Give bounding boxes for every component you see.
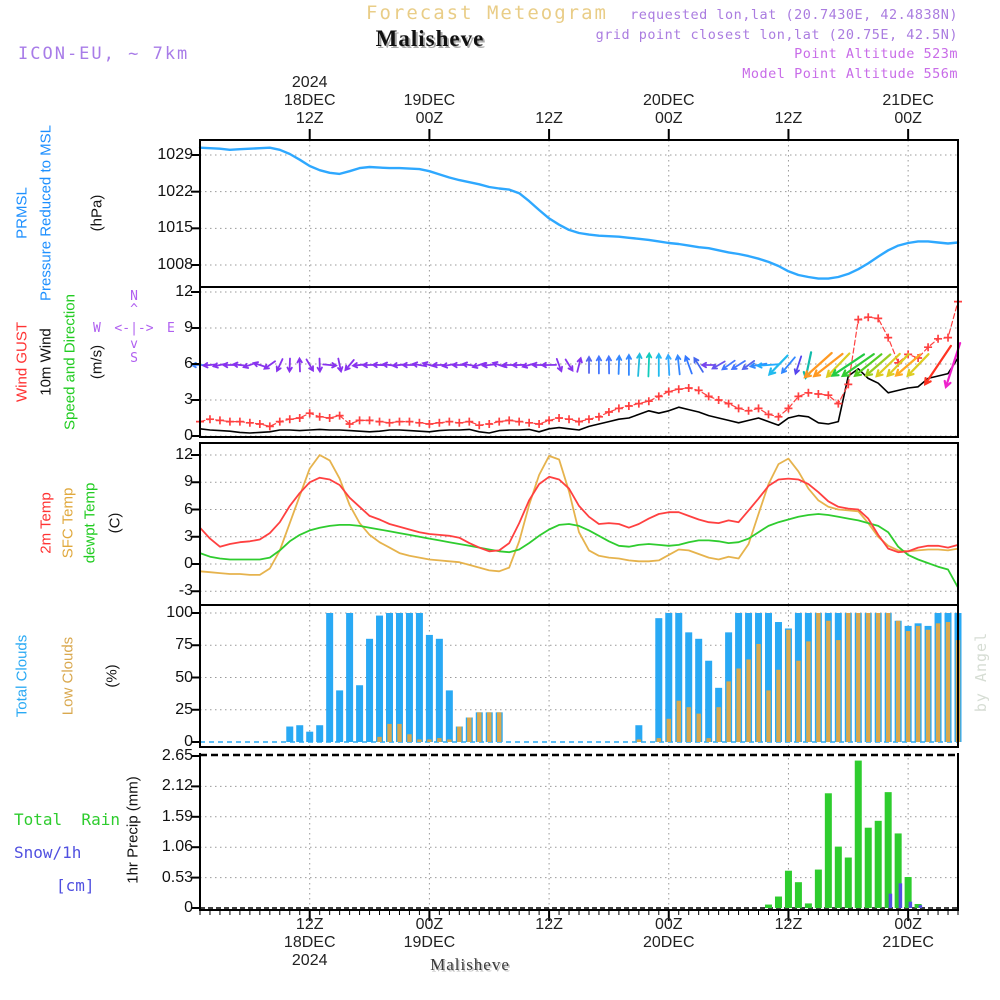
y-tick-label-precip: 2.12 <box>161 777 193 795</box>
x-date-label-top: 20DEC <box>642 92 695 109</box>
rain-label: Total Rain <box>14 810 120 829</box>
temp-panel-frame <box>200 443 958 605</box>
x-tick-label-bottom: 12Z <box>295 916 324 933</box>
precip-panel-frame <box>200 753 958 910</box>
y-tick-label-temp: 6 <box>184 500 193 518</box>
low-clouds-label: Low Clouds <box>59 636 77 716</box>
grid-point-coords: grid point closest lon,lat (20.75E, 42.5N) <box>595 26 958 43</box>
compass-cross-icon: <-|-> <box>114 321 154 336</box>
pressure-label-main: PRMSL <box>13 187 31 239</box>
x-date-label-bottom: 18DEC <box>283 934 336 951</box>
compass-east-label: E <box>167 321 175 336</box>
y-tick-label-pressure: 1008 <box>157 256 193 273</box>
y-tick-label-precip: 1.06 <box>161 838 193 856</box>
x-tick-label-bottom: 12Z <box>774 916 803 933</box>
sfc-temp-label: SFC Temp <box>59 487 77 559</box>
clouds-unit-label: (%) <box>103 664 121 688</box>
x-tick-label-top: 12Z <box>774 110 803 127</box>
y-tick-label-wind: 3 <box>184 391 193 408</box>
x-tick-label-top: 00Z <box>415 110 444 127</box>
y-tick-label-pressure: 1029 <box>157 146 193 163</box>
y-tick-label-clouds: 75 <box>175 636 193 654</box>
x-date-label-bottom: 20DEC <box>642 934 695 951</box>
wind-10m-label: 10m Wind <box>37 328 55 396</box>
compass-north-label: N <box>130 289 138 304</box>
x-tick-label-top: 00Z <box>654 110 683 127</box>
x-date-label-top: 18DEC <box>283 92 336 109</box>
x-year-label-bottom: 2024 <box>291 952 328 969</box>
figure-title: Forecast Meteogram <box>366 2 608 24</box>
x-year-label-top: 2024 <box>291 74 328 91</box>
compass-south-label: S <box>130 351 138 366</box>
y-tick-label-precip: 0.53 <box>161 868 193 886</box>
compass-arrow-down-icon: v <box>130 337 138 352</box>
pressure-unit-label: (hPa) <box>88 194 106 232</box>
wind-unit-label: (m/s) <box>88 344 106 380</box>
y-tick-label-precip: 1.59 <box>161 807 193 825</box>
wind-gust-label: Wind GUST <box>13 321 31 403</box>
pressure-label-sub: Pressure Reduced to MSL <box>37 125 55 301</box>
snow-unit-label: [cm] <box>56 876 95 895</box>
y-tick-label-precip: 0 <box>184 899 193 916</box>
dewpt-series-line <box>200 514 958 588</box>
t2m-series-line <box>200 477 958 552</box>
total-clouds-label: Total Clouds <box>13 634 31 718</box>
y-tick-label-temp: 0 <box>184 555 193 572</box>
model-point-altitude: Model Point Altitude 556m <box>742 65 958 82</box>
y-tick-label-clouds: 0 <box>184 733 193 750</box>
watermark: by Angel <box>972 631 990 713</box>
y-tick-label-wind: 0 <box>184 427 193 444</box>
requested-coords: requested lon,lat (20.7430E, 42.4838N) <box>630 7 958 23</box>
header-meta <box>596 6 958 84</box>
pressure-series-line <box>200 148 958 279</box>
y-tick-label-clouds: 50 <box>175 668 193 686</box>
t2m-label: 2m Temp <box>37 492 55 554</box>
wind-direction-arrows <box>192 343 960 387</box>
x-date-label-bottom: 21DEC <box>882 934 934 951</box>
y-tick-label-precip: 2.65 <box>161 747 193 764</box>
x-tick-label-bottom: 00Z <box>894 916 922 933</box>
y-tick-label-wind: 6 <box>184 355 193 372</box>
wind-dir-label: Speed and Direction <box>61 294 79 430</box>
station-title: Malisheve <box>375 26 485 51</box>
y-tick-label-wind: 9 <box>184 319 193 336</box>
x-date-label-top: 21DEC <box>882 92 934 109</box>
footer-station: Malisheve <box>430 955 510 974</box>
y-tick-label-pressure: 1015 <box>157 219 193 237</box>
y-tick-label-temp: 3 <box>184 527 193 545</box>
model-label: ICON-EU, ~ 7km <box>18 44 190 64</box>
pressure-panel-frame <box>200 140 958 287</box>
x-tick-label-top: 12Z <box>535 110 563 127</box>
y-tick-label-clouds: 25 <box>175 700 193 718</box>
precip-unit-label: 1hr Precip (mm) <box>124 776 142 884</box>
x-tick-label-bottom: 00Z <box>415 916 444 933</box>
y-tick-label-temp: -3 <box>178 582 193 600</box>
x-tick-label-top: 12Z <box>295 110 324 127</box>
x-date-label-top: 19DEC <box>403 92 456 109</box>
compass-west-label: W <box>93 321 101 336</box>
x-tick-label-top: 00Z <box>894 110 922 127</box>
y-tick-label-pressure: 1022 <box>157 182 193 200</box>
y-tick-label-clouds: 100 <box>166 604 193 621</box>
x-tick-label-bottom: 12Z <box>535 916 563 933</box>
sfc-temp-series-line <box>200 455 958 575</box>
y-tick-label-temp: 9 <box>184 473 193 491</box>
point-altitude: Point Altitude 523m <box>794 46 958 62</box>
x-date-label-bottom: 19DEC <box>403 934 456 951</box>
snow-label: Snow/1h <box>14 843 82 862</box>
y-tick-label-wind: 12 <box>175 283 193 300</box>
temp-unit-label: (C) <box>106 512 124 534</box>
compass-arrow-up-icon: ^ <box>130 302 138 317</box>
clouds-panel-frame <box>200 605 958 747</box>
x-tick-label-bottom: 00Z <box>654 916 683 933</box>
y-tick-label-temp: 12 <box>175 446 193 463</box>
dewpt-label: dewpt Temp <box>81 482 99 564</box>
